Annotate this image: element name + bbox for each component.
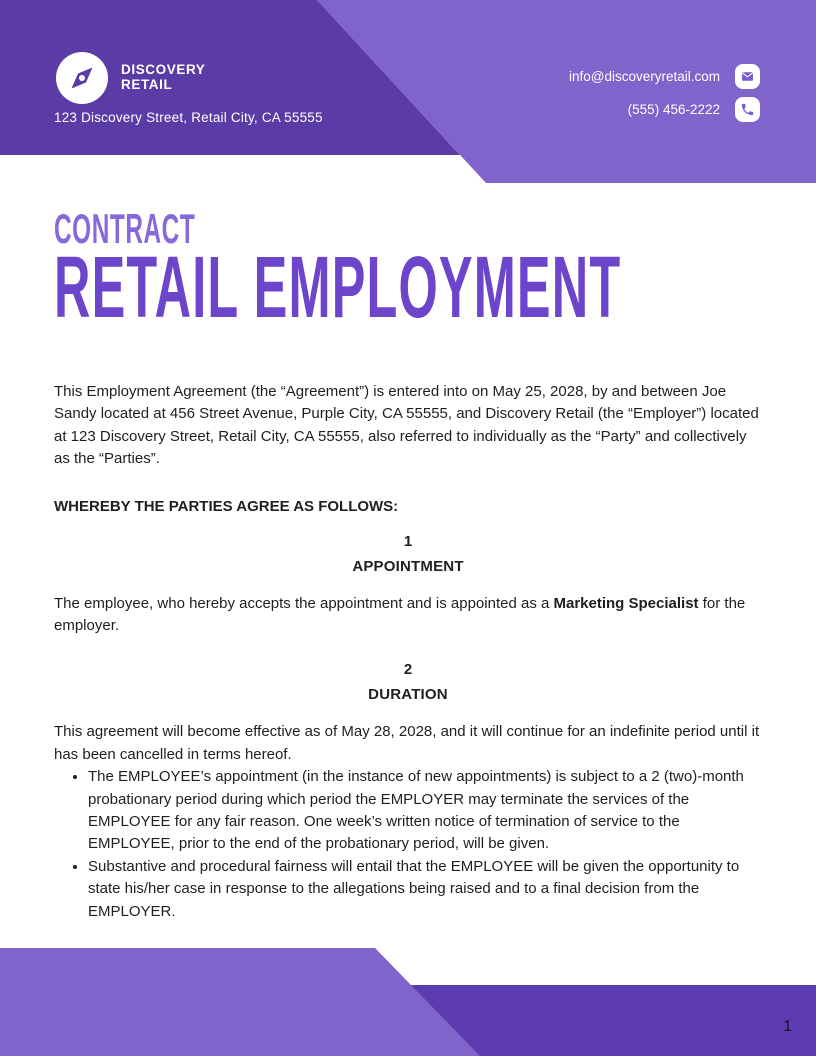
mail-icon (735, 64, 760, 89)
email-text: info@discoveryretail.com (568, 69, 720, 84)
brand (56, 52, 205, 104)
brand-name-line1: DISCOVERY (121, 62, 206, 77)
phone-row (569, 97, 760, 122)
phone-text: (555) 456-2222 (627, 102, 720, 117)
intro-paragraph: This Employment Agreement (the “Agreement”) is entered into on May 25, 2028, by and between Joe Sandy located at 456 Street Avenue, Purple City, CA 55555, and Discovery Retail (the “Employer”) located at 123 Discovery Street, Retail City, CA 55555, also referred to individually as the “Party” and collectively as the “Parties”. (54, 383, 759, 468)
page-footer (0, 948, 816, 1056)
page-number: 1 (783, 1018, 792, 1035)
brand-name (121, 52, 205, 92)
header-contacts (569, 64, 760, 122)
whereby-heading: WHEREBY THE PARTIES AGREE AS FOLLOWS: (54, 497, 399, 515)
document-body (54, 206, 762, 923)
section-duration (54, 657, 762, 923)
phone-icon (735, 97, 760, 122)
company-address: 123 Discovery Street, Retail City, CA 55555 (54, 110, 323, 125)
section-appointment (54, 529, 762, 638)
compass-icon (56, 52, 108, 104)
document-type-label: CONTRACT (54, 205, 196, 252)
page-header (0, 0, 816, 183)
section-number: 1 (403, 532, 413, 550)
email-row (569, 64, 760, 89)
list-item: • The EMPLOYEE’s appointment (in the instance of new appointments) is subject to a 2 (two)-month probationary period during which period the EMPLOYER may terminate the services of the EMPLOYEE for any fair reason. One week’s written notice of termination of service to the EMPLOYEE, prior to the end of the probationary period, will be given. (88, 766, 762, 856)
section-paragraph (54, 593, 762, 638)
appointment-text-suffix: for the employer. (54, 594, 746, 635)
job-title-bold: Marketing Specialist (553, 594, 699, 612)
section-number: 2 (403, 661, 413, 679)
list-item: • Substantive and procedural fairness will entail that the EMPLOYEE will be given the opportunity to state his/her case in response to the allegations being raised and to a final decision from the EMPLOYER. (88, 856, 762, 923)
duration-bullet-list (54, 766, 762, 923)
brand-name-line2: RETAIL (121, 77, 173, 92)
section-heading: DURATION (368, 686, 448, 704)
section-heading: APPOINTMENT (352, 557, 464, 575)
section-paragraph: This agreement will become effective as of May 28, 2028, and it will continue for an indefinite period until it has been cancelled in terms hereof. (54, 723, 760, 763)
document-title: RETAIL EMPLOYMENT (54, 239, 622, 336)
appointment-text-prefix: The employee, who hereby accepts the appointment and is appointed as a (54, 594, 554, 612)
